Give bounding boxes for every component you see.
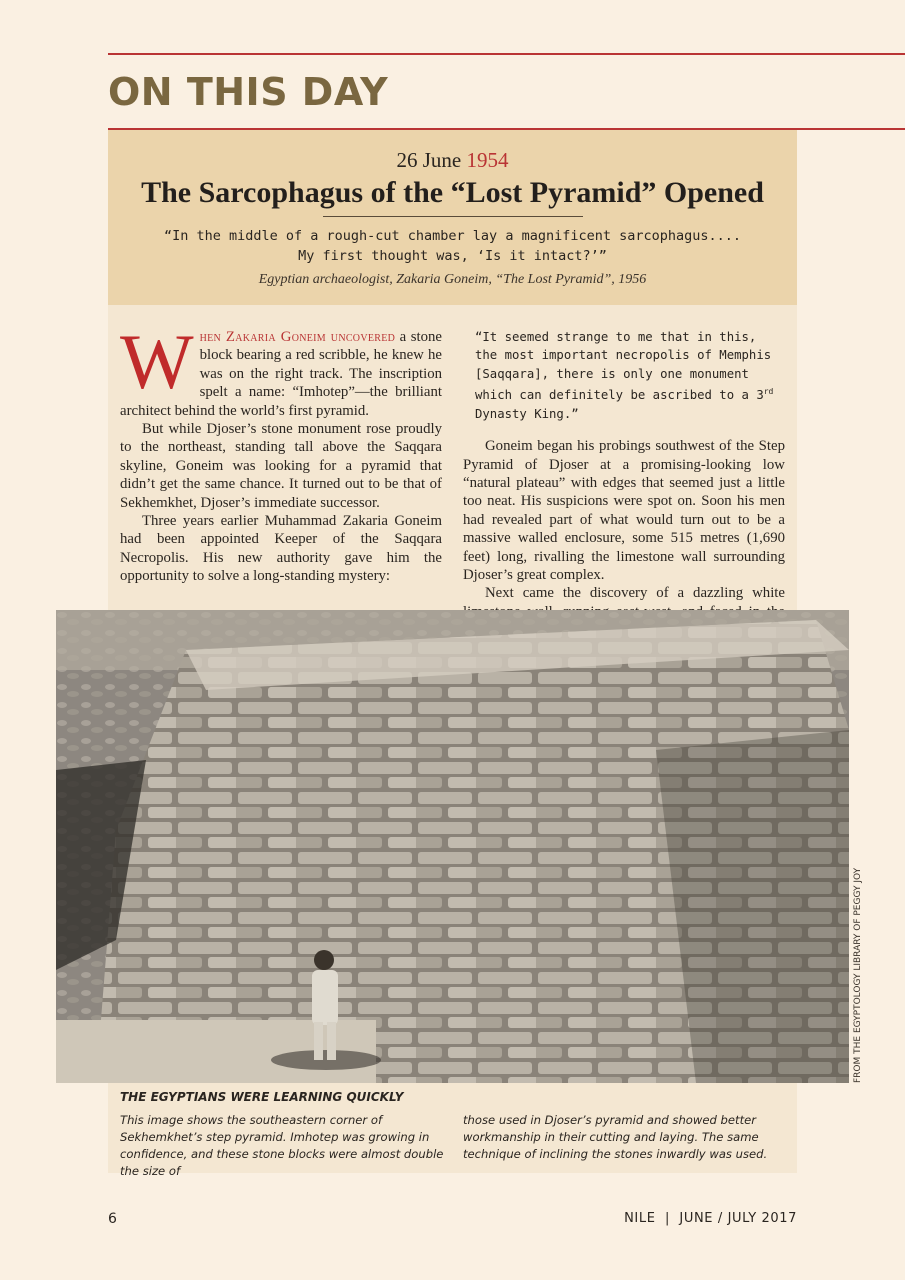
header-quote bbox=[138, 226, 767, 266]
pull-quote-main: “It seemed strange to me that in this, the most important necropolis of Memphis [Saqqara], there is only one monument which can definitely be ascribed to a 3 bbox=[475, 330, 772, 403]
magazine-issue: NILE | JUNE / JULY 2017 bbox=[624, 1211, 797, 1226]
pull-quote-end: Dynasty King.” bbox=[475, 406, 579, 421]
caption-left: This image shows the southeastern corner of Sekhemkhet’s step pyramid. Imhotep was growing in confidence, and these stone blocks were almost double the size of bbox=[120, 1113, 444, 1178]
date-line bbox=[108, 148, 797, 173]
paragraph-3: Three years earlier Muhammad Zakaria Goneim had been appointed Keeper of the Saqqara Necropolis. His new authority gave him the opportunity to solve a long-standing mystery: bbox=[120, 513, 442, 585]
photo-credit: FROM THE EGYPTOLOGY LIBRARY OF PEGGY JOY bbox=[853, 867, 863, 1083]
caption-right: those used in Djoser’s pyramid and showed better workmanship in their cutting and laying. The same technique of inclining the stones inwardly was used. bbox=[463, 1113, 768, 1161]
headline: The Sarcophagus of the “Lost Pyramid” Opened bbox=[141, 176, 764, 209]
paragraph-4: Goneim began his probings southwest of the Step Pyramid of Djoser at a promising-looking low “natural plateau” with edges that seemed just a little too neat. His suspicions were spot on. Soon his men had revealed part of what would turn out to be a massive walled enclosure, some 515 metres (1,690 feet) long, rivalling the limestone wall surrounding Djoser’s great complex. bbox=[463, 438, 785, 583]
date-day: 26 June bbox=[396, 148, 462, 172]
date-year: 1954 bbox=[466, 148, 509, 172]
quote-attribution: Egyptian archaeologist, Zakaria Goneim, “The Lost Pyramid”, 1956 bbox=[258, 272, 647, 287]
page-number: 6 bbox=[108, 1211, 117, 1227]
quote-line-2: My first thought was, ‘Is it intact?’” bbox=[298, 248, 607, 264]
pull-quote-sup: rd bbox=[763, 387, 774, 397]
pull-quote bbox=[475, 328, 785, 423]
drop-cap: W bbox=[120, 318, 194, 405]
headline-divider bbox=[323, 216, 583, 217]
stone-wall-illustration bbox=[56, 610, 849, 1083]
caption-title: THE EGYPTIANS WERE LEARNING QUICKLY bbox=[120, 1090, 404, 1104]
lead-in: hen Zakaria Goneim uncovered bbox=[199, 329, 396, 345]
section-title: ON THIS DAY bbox=[108, 70, 389, 114]
paragraph-2: But while Djoser’s stone monument rose proudly to the northeast, standing tall above the Saqqara skyline, Goneim was looking for a pyramid that didn’t get the same chance. It turned out to be that of Sekhemkhet, Djoser’s immediate successor. bbox=[120, 421, 442, 511]
body-column-right bbox=[463, 328, 785, 640]
quote-line-1: “In the middle of a rough-cut chamber lay a magnificent sarcophagus.... bbox=[163, 228, 742, 244]
top-rule bbox=[108, 53, 905, 55]
body-column-left bbox=[120, 318, 442, 586]
paragraph-1-text: a stone block bearing a red scribble, he knew he was on the right track. The inscription spelt a name: “Imhotep”—the brilliant architect behind the world’s first pyramid. bbox=[120, 329, 442, 419]
paragraph-1 bbox=[120, 318, 442, 420]
pyramid-photo bbox=[56, 610, 849, 1083]
article-header bbox=[108, 130, 797, 305]
paragraph-5: Next came the discovery of a dazzling white bbox=[485, 585, 785, 602]
